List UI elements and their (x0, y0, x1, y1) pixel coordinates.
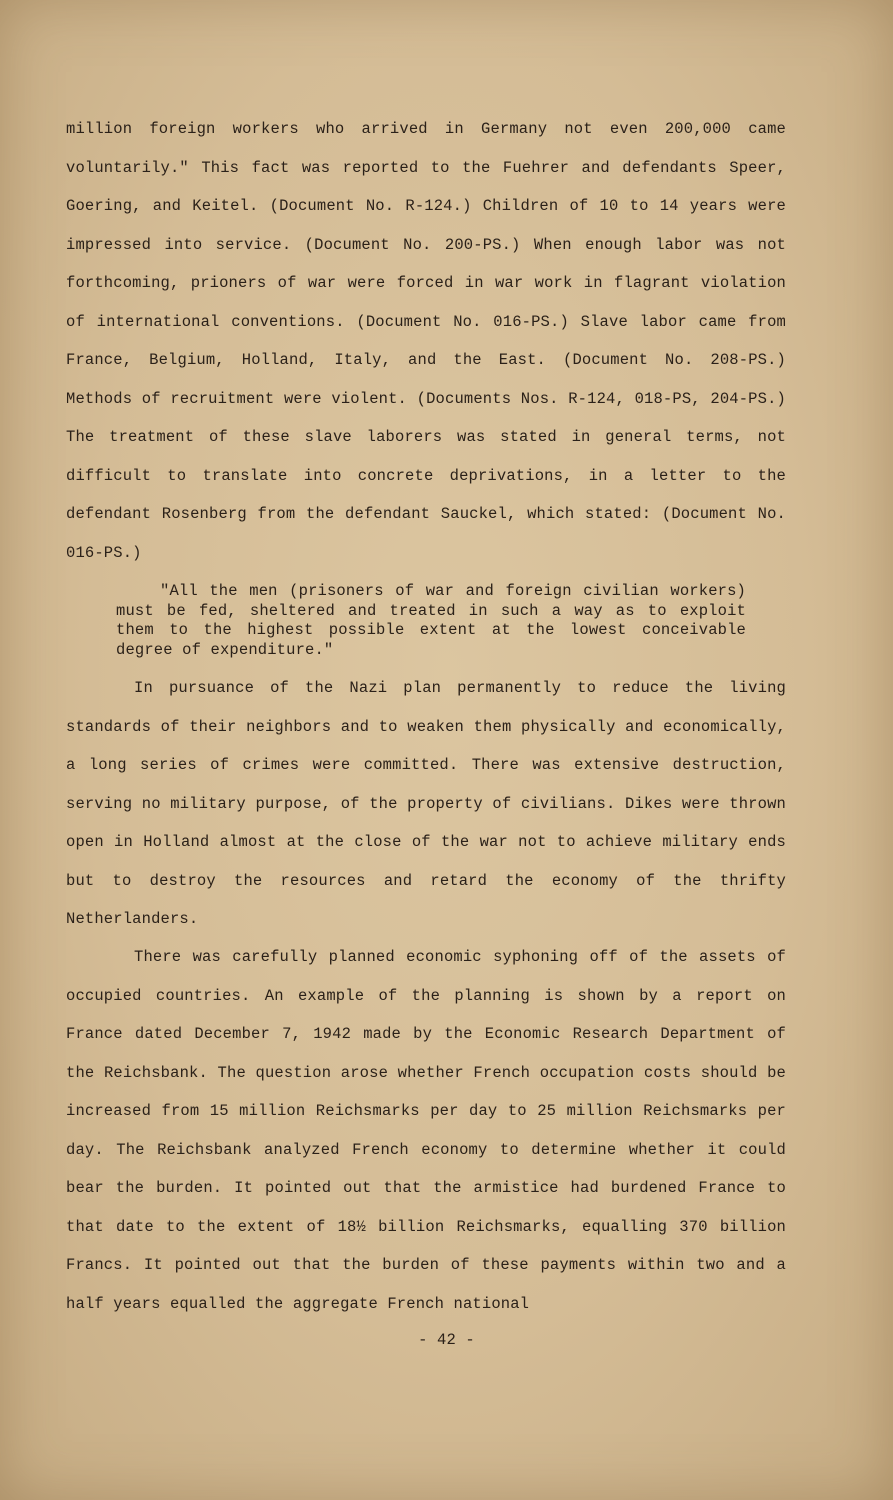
paragraph-2: In pursuance of the Nazi plan permanently to reduce the living standards of their neighbors and to weaken them physically and economically, a long series of crimes were committed. There was extensive destruction, serving no military purpose, of the property of civilians. Dikes were thrown open in Holland almost at the close of the war not to achieve military ends but to destroy the resources and retard the economy of the thrifty Netherlanders. (66, 679, 786, 928)
block-quote: "All the men (prisoners of war and foreign civilian workers) must be fed, sheltered and treated in such a way as to exploit them to the highest possible extent at the lowest conceivable degree of expenditure." (116, 582, 746, 659)
paragraph-3: There was carefully planned economic syphoning off of the assets of occupied countries. An example of the planning is shown by a report on France dated December 7, 1942 made by the Economic Research Department of the Reichsbank. The question arose whether French occupation costs should be increased from 15 million Reichsmarks per day to 25 million Reichsmarks per day. The Reichsbank analyzed French economy to determine whether it could bear the burden. It pointed out that the armistice had burdened France to that date to the extent of 18½ billion Reichsmarks, equalling 370 billion Francs. It pointed out that the burden of these payments within two and a half years equalled the aggregate French national (66, 948, 786, 1313)
page-number: - 42 - (418, 1331, 475, 1349)
paragraph-1: million foreign workers who arrived in Germany not even 200,000 came voluntarily." This fact was reported to the Fuehrer and defendants Speer, Goering, and Keitel. (Document No. R-124.) Children of 10 to 14 years were impressed into service. (Document No. 200-PS.) When enough labor was not forthcoming, prioners of war were forced in war work in flagrant violation of international conventions. (Document No. 016-PS.) Slave labor came from France, Belgium, Holland, Italy, and the East. (Document No. 208-PS.) Methods of recruitment were violent. (Documents Nos. R-124, 018-PS, 204-PS.) The treatment of these slave laborers was stated in general terms, not difficult to translate into concrete deprivations, in a letter to the defendant Rosenberg from the defendant Sauckel, which stated: (Document No. 016-PS.) (66, 120, 786, 562)
